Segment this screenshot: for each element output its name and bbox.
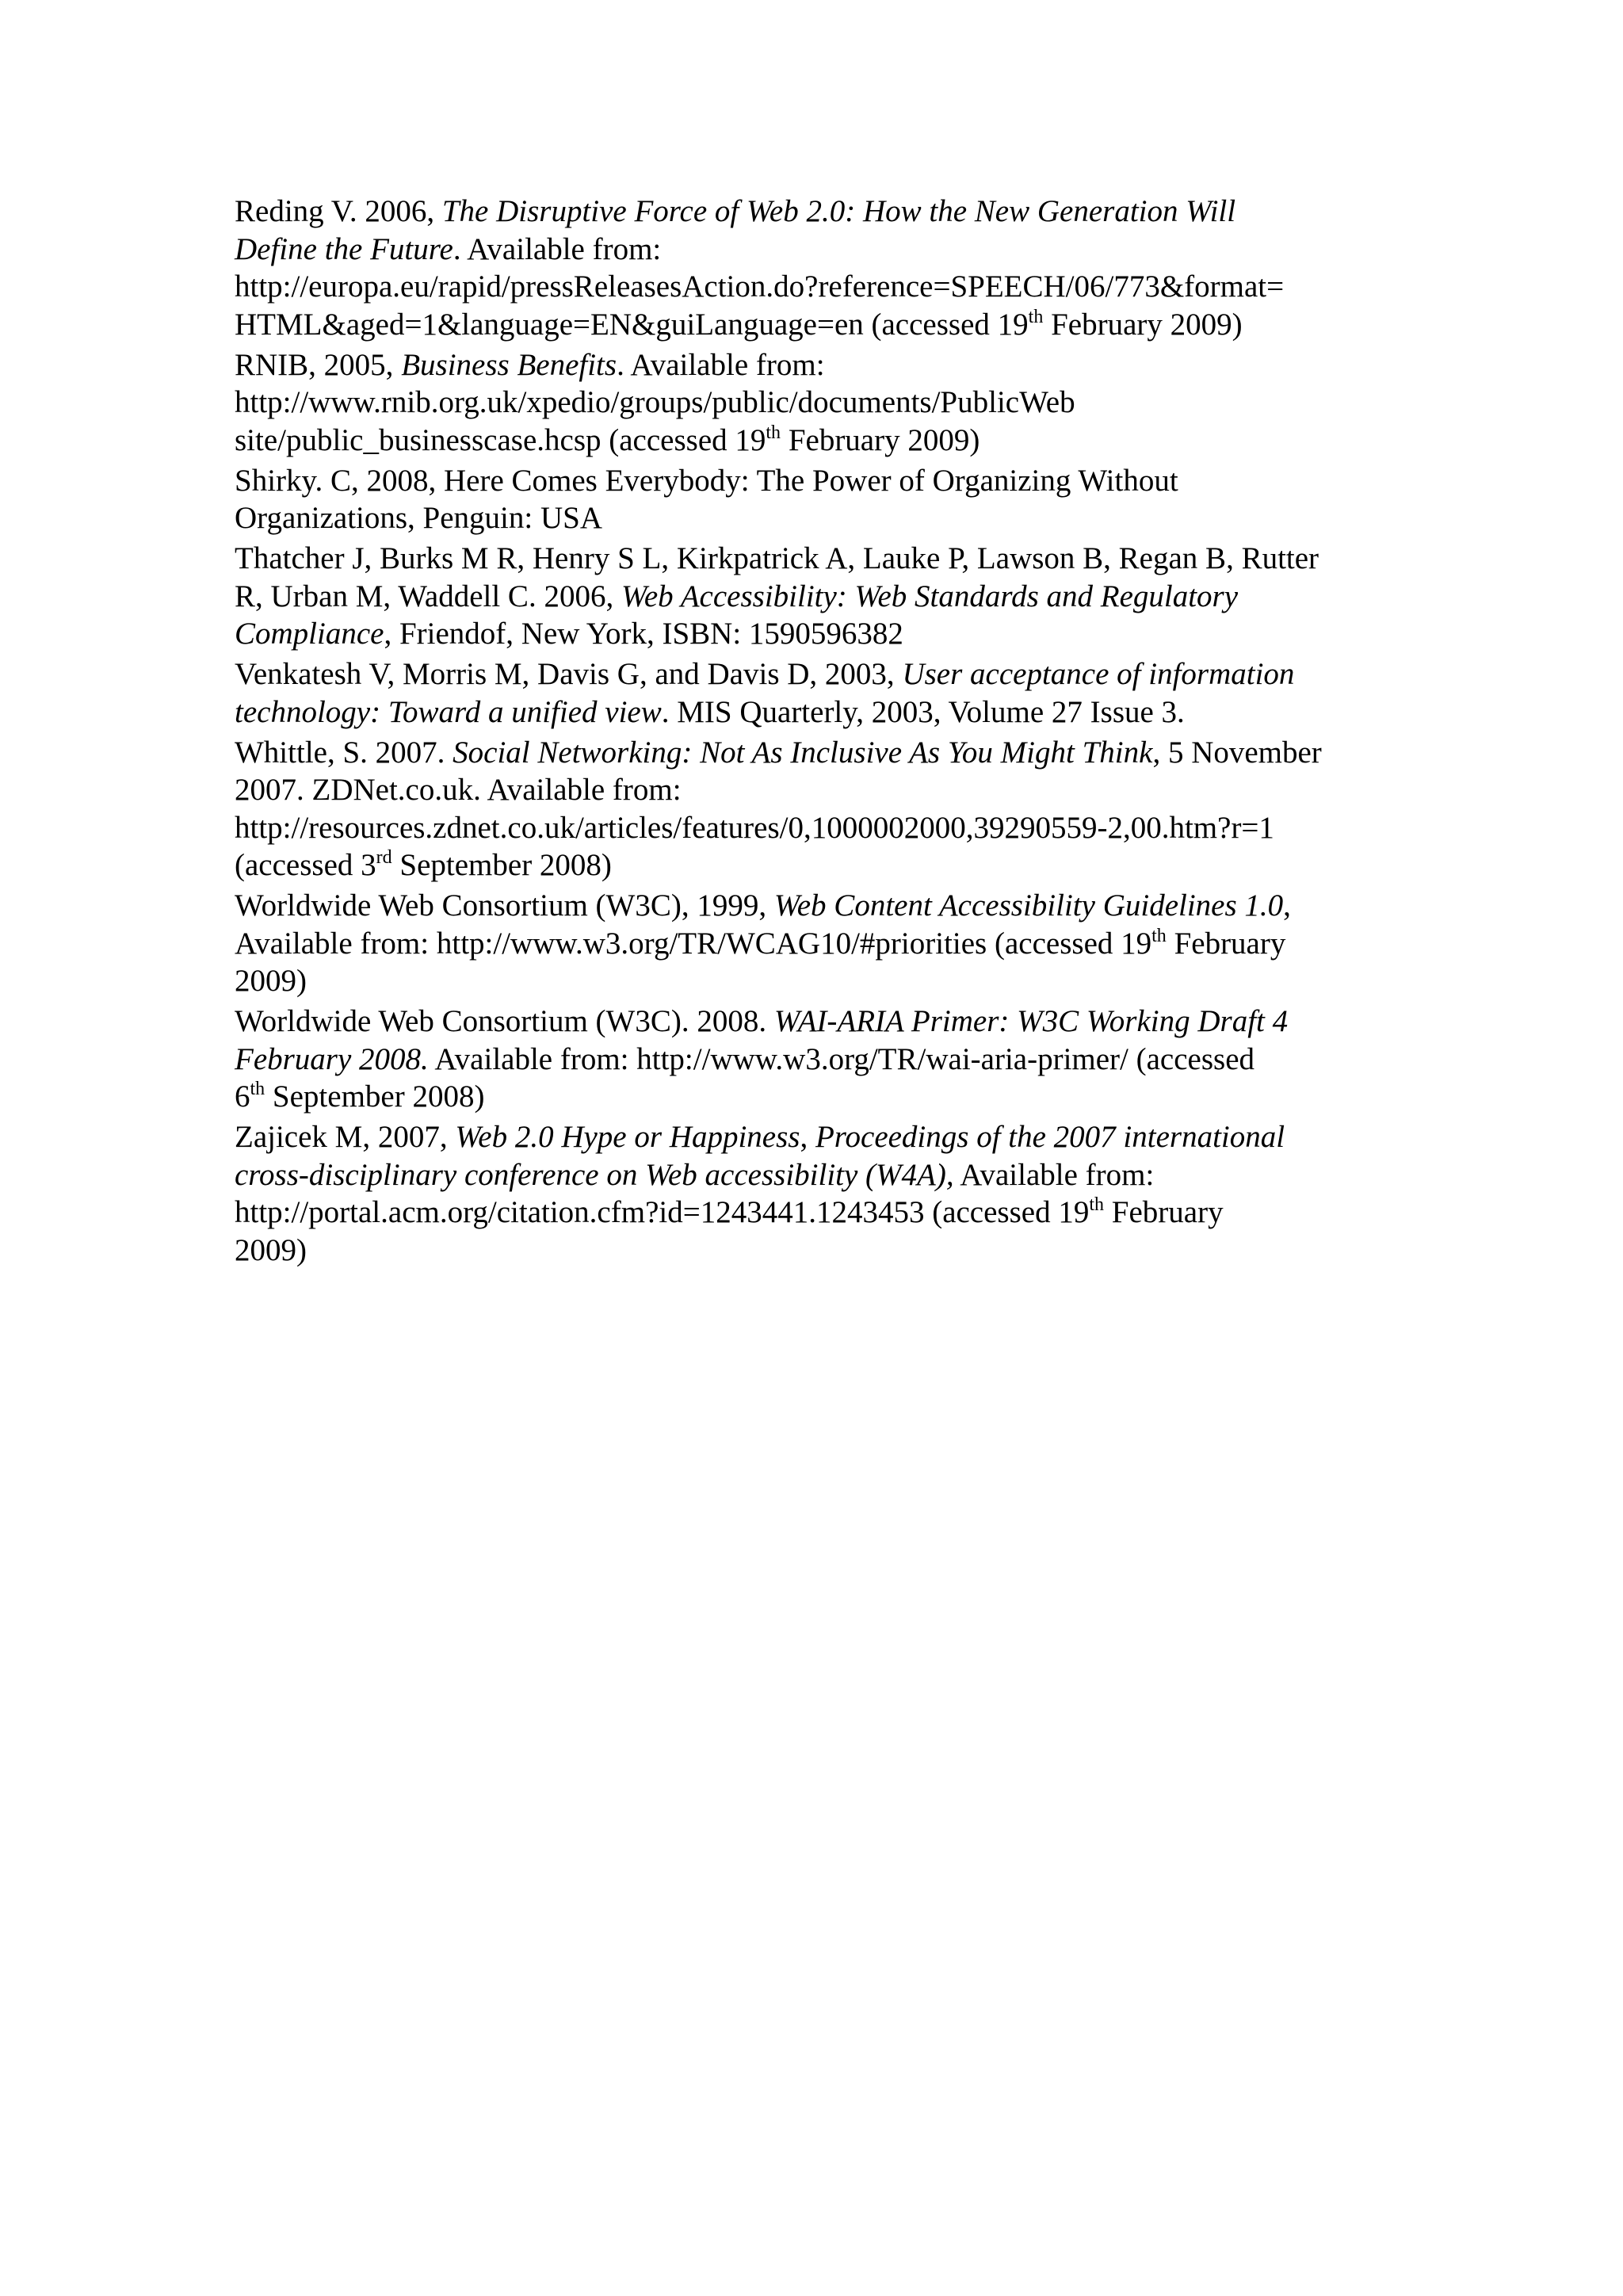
reference-text: Shirky. C, 2008, Here Comes Everybody: The Power of Organizing Without — [235, 463, 1178, 498]
reference-text: , — [800, 1120, 815, 1154]
reference-text: http://resources.zdnet.co.uk/articles/features/0,1000002000,39290559-2,00.htm?r=1 — [235, 810, 1274, 845]
reference-line — [235, 693, 1423, 732]
reference-text: February 2009) — [781, 422, 980, 457]
reference-text: February — [1166, 926, 1286, 961]
reference-line — [235, 499, 1423, 537]
reference-line — [235, 615, 1423, 653]
reference-text: Worldwide Web Consortium (W3C). 2008. — [235, 1004, 774, 1038]
reference-entry — [235, 193, 1423, 343]
reference-entry — [235, 540, 1423, 653]
reference-line — [235, 809, 1423, 847]
reference-entry — [235, 887, 1423, 1000]
reference-line — [235, 962, 1423, 1000]
reference-line — [235, 384, 1423, 422]
reference-text: (accessed 3 — [235, 848, 376, 882]
reference-text: Organizations, Penguin: USA — [235, 501, 603, 535]
reference-entry — [235, 346, 1423, 460]
reference-line — [235, 734, 1423, 772]
superscript-text: th — [1089, 1194, 1105, 1215]
reference-line — [235, 846, 1423, 884]
reference-line — [235, 1078, 1423, 1116]
reference-line — [235, 231, 1423, 269]
reference-text: February 2009) — [1043, 307, 1243, 342]
reference-entry — [235, 655, 1423, 731]
reference-text: February — [1104, 1195, 1224, 1229]
reference-line — [235, 925, 1423, 963]
reference-text: http://portal.acm.org/citation.cfm?id=1243441.1243453 (accessed 19 — [235, 1195, 1090, 1229]
reference-entry — [235, 462, 1423, 537]
reference-line — [235, 771, 1423, 809]
reference-text: 2007. ZDNet.co.uk. Available from: — [235, 773, 682, 807]
italic-text: Web Content Accessibility Guidelines 1.0 — [773, 888, 1284, 923]
reference-line — [235, 1003, 1423, 1041]
reference-text: , — [1283, 888, 1291, 923]
reference-text: . MIS Quarterly, 2003, Volume 27 Issue 3. — [661, 694, 1185, 729]
reference-line — [235, 1118, 1423, 1156]
reference-text: http://www.rnib.org.uk/xpedio/groups/public/documents/PublicWeb — [235, 385, 1075, 419]
reference-text: R, Urban M, Waddell C. 2006, — [235, 579, 621, 613]
reference-text: Available from: http://www.w3.org/TR/WCAG10/#priorities (accessed 19 — [235, 926, 1152, 961]
reference-entry — [235, 1003, 1423, 1116]
italic-text: WAI-ARIA Primer: W3C Working Draft 4 — [773, 1004, 1289, 1038]
italic-text: User acceptance of information — [902, 657, 1295, 691]
italic-text: Define the Future — [235, 231, 453, 266]
italic-text: Social Networking: Not As Inclusive As You Might Think — [453, 735, 1153, 770]
reference-text: 6 — [235, 1079, 250, 1114]
reference-text: Thatcher J, Burks M R, Henry S L, Kirkpatrick A, Lauke P, Lawson B, Regan B, Rutter — [235, 541, 1319, 575]
reference-text: September 2008) — [265, 1079, 485, 1114]
reference-list — [235, 193, 1423, 1272]
reference-text: http://europa.eu/rapid/pressReleasesAction.do?reference=SPEECH/06/773&format= — [235, 269, 1285, 304]
reference-line — [235, 540, 1423, 578]
reference-text: 2009) — [235, 964, 307, 998]
reference-line — [235, 462, 1423, 500]
reference-text: 2009) — [235, 1232, 307, 1267]
reference-line — [235, 578, 1423, 616]
reference-text: Reding V. 2006, — [235, 194, 442, 228]
reference-text: HTML&aged=1&language=EN&guiLanguage=en (accessed 19 — [235, 307, 1029, 342]
italic-text: February 2008. — [235, 1041, 429, 1076]
reference-line — [235, 422, 1423, 460]
reference-line — [235, 306, 1423, 344]
reference-text: Whittle, S. 2007. — [235, 735, 453, 770]
italic-text: Proceedings of the 2007 international — [815, 1120, 1285, 1154]
italic-text: Business Benefits — [401, 347, 617, 382]
italic-text: The Disruptive Force of Web 2.0: How the New Generation Will — [441, 194, 1236, 228]
reference-text: RNIB, 2005, — [235, 347, 402, 382]
reference-text: Available from: — [953, 1157, 1155, 1192]
superscript-text: rd — [376, 847, 392, 868]
reference-text: , Friendof, New York, ISBN: 1590596382 — [384, 617, 903, 651]
reference-text: . Available from: — [453, 231, 662, 266]
reference-entry — [235, 734, 1423, 884]
superscript-text: th — [1028, 306, 1044, 327]
reference-line — [235, 193, 1423, 231]
reference-text: . Available from: — [617, 347, 825, 382]
italic-text: Web Accessibility: Web Standards and Regulatory — [621, 579, 1239, 613]
italic-text: Compliance — [235, 617, 384, 651]
reference-line — [235, 655, 1423, 693]
reference-text: Worldwide Web Consortium (W3C), 1999, — [235, 888, 774, 923]
italic-text: cross-disciplinary conference on Web accessibility (W4A), — [235, 1157, 954, 1192]
reference-text: Venkatesh V, Morris M, Davis G, and Davis D, 2003, — [235, 657, 903, 691]
reference-line — [235, 1156, 1423, 1194]
reference-text: site/public_businesscase.hcsp (accessed 19 — [235, 422, 766, 457]
reference-text: September 2008) — [391, 848, 612, 882]
reference-entry — [235, 1118, 1423, 1269]
reference-line — [235, 346, 1423, 384]
reference-text: Available from: http://www.w3.org/TR/wai-aria-primer/ (accessed — [428, 1041, 1255, 1076]
reference-line — [235, 268, 1423, 306]
reference-line — [235, 1194, 1423, 1232]
superscript-text: th — [1151, 925, 1167, 946]
reference-text: , 5 November — [1152, 735, 1322, 770]
superscript-text: th — [250, 1079, 265, 1099]
reference-line — [235, 887, 1423, 925]
italic-text: technology: Toward a unified view — [235, 694, 662, 729]
reference-line — [235, 1232, 1423, 1270]
reference-text: Zajicek M, 2007, — [235, 1120, 456, 1154]
italic-text: Web 2.0 Hype or Happiness — [455, 1120, 800, 1154]
superscript-text: th — [766, 422, 781, 443]
reference-line — [235, 1041, 1423, 1079]
